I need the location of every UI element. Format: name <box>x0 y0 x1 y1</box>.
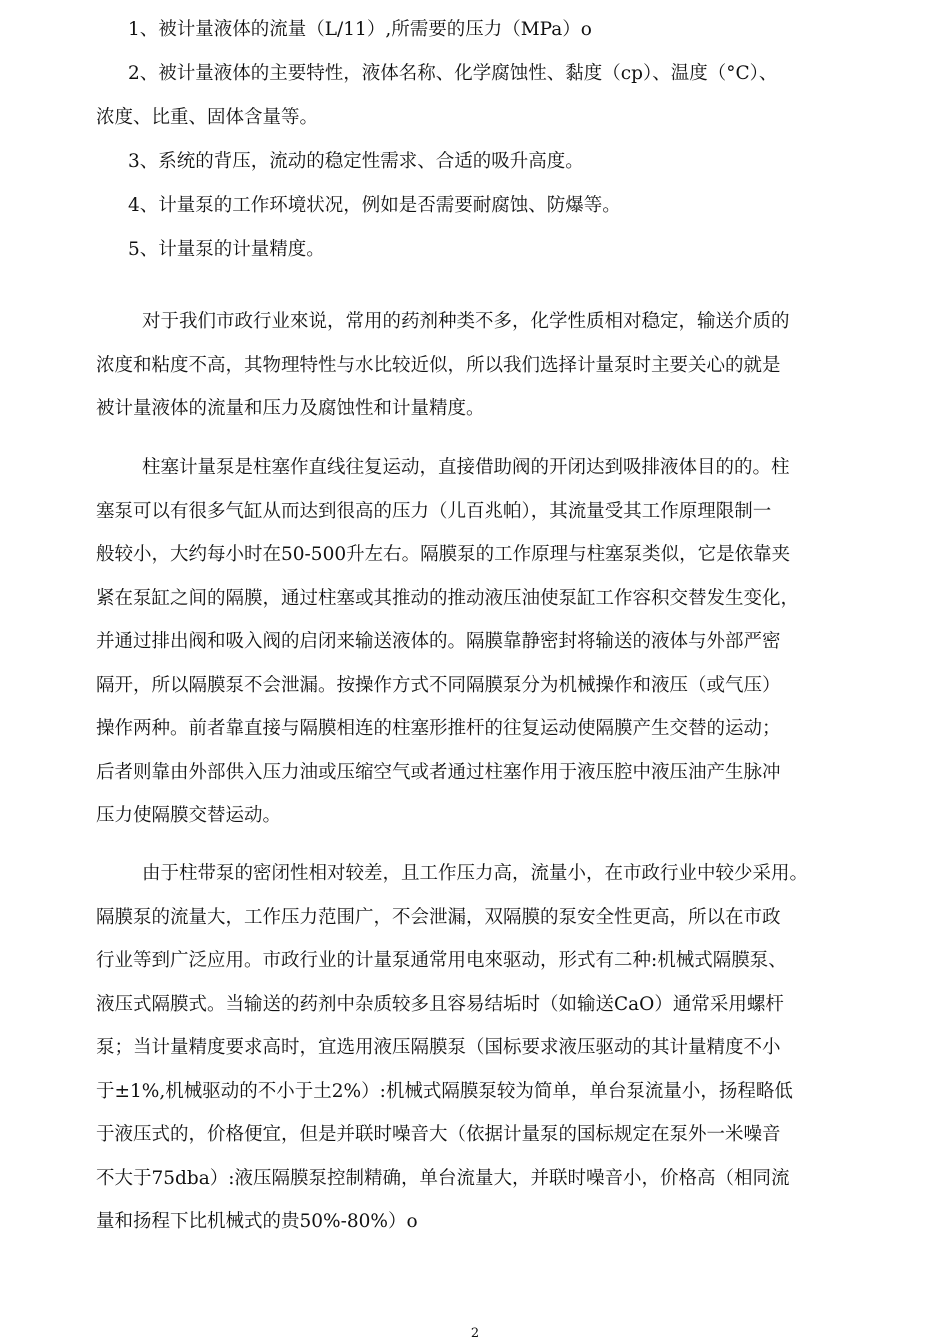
page-number: 2 <box>470 1326 480 1341</box>
list-item: 1、被计量液体的流量（L/11）,所需要的压力（MPa）o <box>128 19 592 40</box>
paragraph-line: 于±1%,机械驱动的不小于土2%）:机械式隔膜泵较为简单，单台泵流量小，扬程略低 <box>96 1080 793 1102</box>
list-item-continuation: 浓度、比重、固体含量等。 <box>96 107 319 128</box>
paragraph-line: 于液压式的，价格便宜，但是并联时噪音大（依据计量泵的国标规定在泵外一米噪音 <box>96 1124 781 1145</box>
paragraph-line: 隔开，所以隔膜泵不会泄漏。按操作方式不同隔膜泵分为机械操作和液压（或气压） <box>96 674 781 696</box>
paragraph-line: 泵；当计量精度要求高时，宜选用液压隔膜泵（国标要求液压驱动的其计量精度不小 <box>96 1037 781 1058</box>
paragraph-line: 柱塞计量泵是柱塞作直线往复运动，直接借助阀的开闭达到吸排液体目的的。柱 <box>142 457 790 478</box>
list-item: 3、系统的背压，流动的稳定性需求、合适的吸升高度。 <box>128 151 584 172</box>
paragraph-line: 紧在泵缸之间的隔膜，通过柱塞或其推动的推动液压油使泵缸工作容积交替发生变化， <box>96 587 800 609</box>
list-item <box>96 52 888 140</box>
list-item: 5、计量泵的计量精度。 <box>128 239 325 260</box>
paragraph-selection-advice <box>96 852 866 1244</box>
paragraph-line: 塞泵可以有很多气缸从而达到很高的压力（儿百兆帕），其流量受其工作原理限制一 <box>96 500 772 522</box>
paragraph-municipal-summary <box>96 300 866 431</box>
paragraph-line: 量和扬程下比机械式的贵50%-80%）o <box>96 1211 418 1232</box>
paragraph-line: 后者则靠由外部供入压力油或压缩空气或者通过柱塞作用于液压腔中液压油产生脉冲 <box>96 761 781 783</box>
paragraph-line: 操作两种。前者靠直接与隔膜相连的柱塞形推杆的往复运动使隔膜产生交替的运动； <box>96 718 781 739</box>
list-item: 4、计量泵的工作环境状况，例如是否需要耐腐蚀、防爆等。 <box>128 195 621 216</box>
requirements-list <box>96 8 888 272</box>
paragraph-line: 行业等到广泛应用。市政行业的计量泵通常用电來驱动，形式有二种:机械式隔膜泵、 <box>96 950 787 971</box>
paragraph-plunger-diaphragm <box>96 446 866 838</box>
paragraph-line: 由于柱带泵的密闭性相对较差，且工作压力高，流量小，在市政行业中较少采用。 <box>142 863 809 884</box>
paragraph-line: 被计量液体的流量和压力及腐蚀性和计量精度。 <box>96 398 485 419</box>
paragraph-line: 对于我们市政行业來说，常用的药剂种类不多，化学性质相对稳定，输送介质的 <box>142 311 790 332</box>
paragraph-line: 隔膜泵的流量大，工作压力范围广，不会泄漏，双隔膜的泵安全性更高，所以在市政 <box>96 906 781 928</box>
paragraph-line: 并通过排出阀和吸入阀的启闭来输送液体的。隔膜靠静密封将输送的液体与外部严密 <box>96 631 781 652</box>
paragraph-line: 不大于75dba）:液压隔膜泵控制精确，单台流量大，并联时噪音小，价格高（相同流 <box>96 1167 790 1189</box>
paragraph-line: 压力使隔膜交替运动。 <box>96 805 282 826</box>
paragraph-line: 液压式隔膜式。当输送的药剂中杂质较多且容易结垢时（如输送CaO）通常采用螺杆 <box>96 993 784 1015</box>
paragraph-line: 浓度和粘度不高，其物理特性与水比较近似，所以我们选择计量泵时主要关心的就是 <box>96 354 781 376</box>
list-item-line: 2、被计量液体的主要特性，液体名称、化学腐蚀性、黏度（cp）、温度（°C）、 <box>128 63 778 84</box>
paragraph-line: 般较小，大约每小时在50-500升左右。隔膜泵的工作原理与柱塞泵类似，它是依靠夹 <box>96 544 791 565</box>
